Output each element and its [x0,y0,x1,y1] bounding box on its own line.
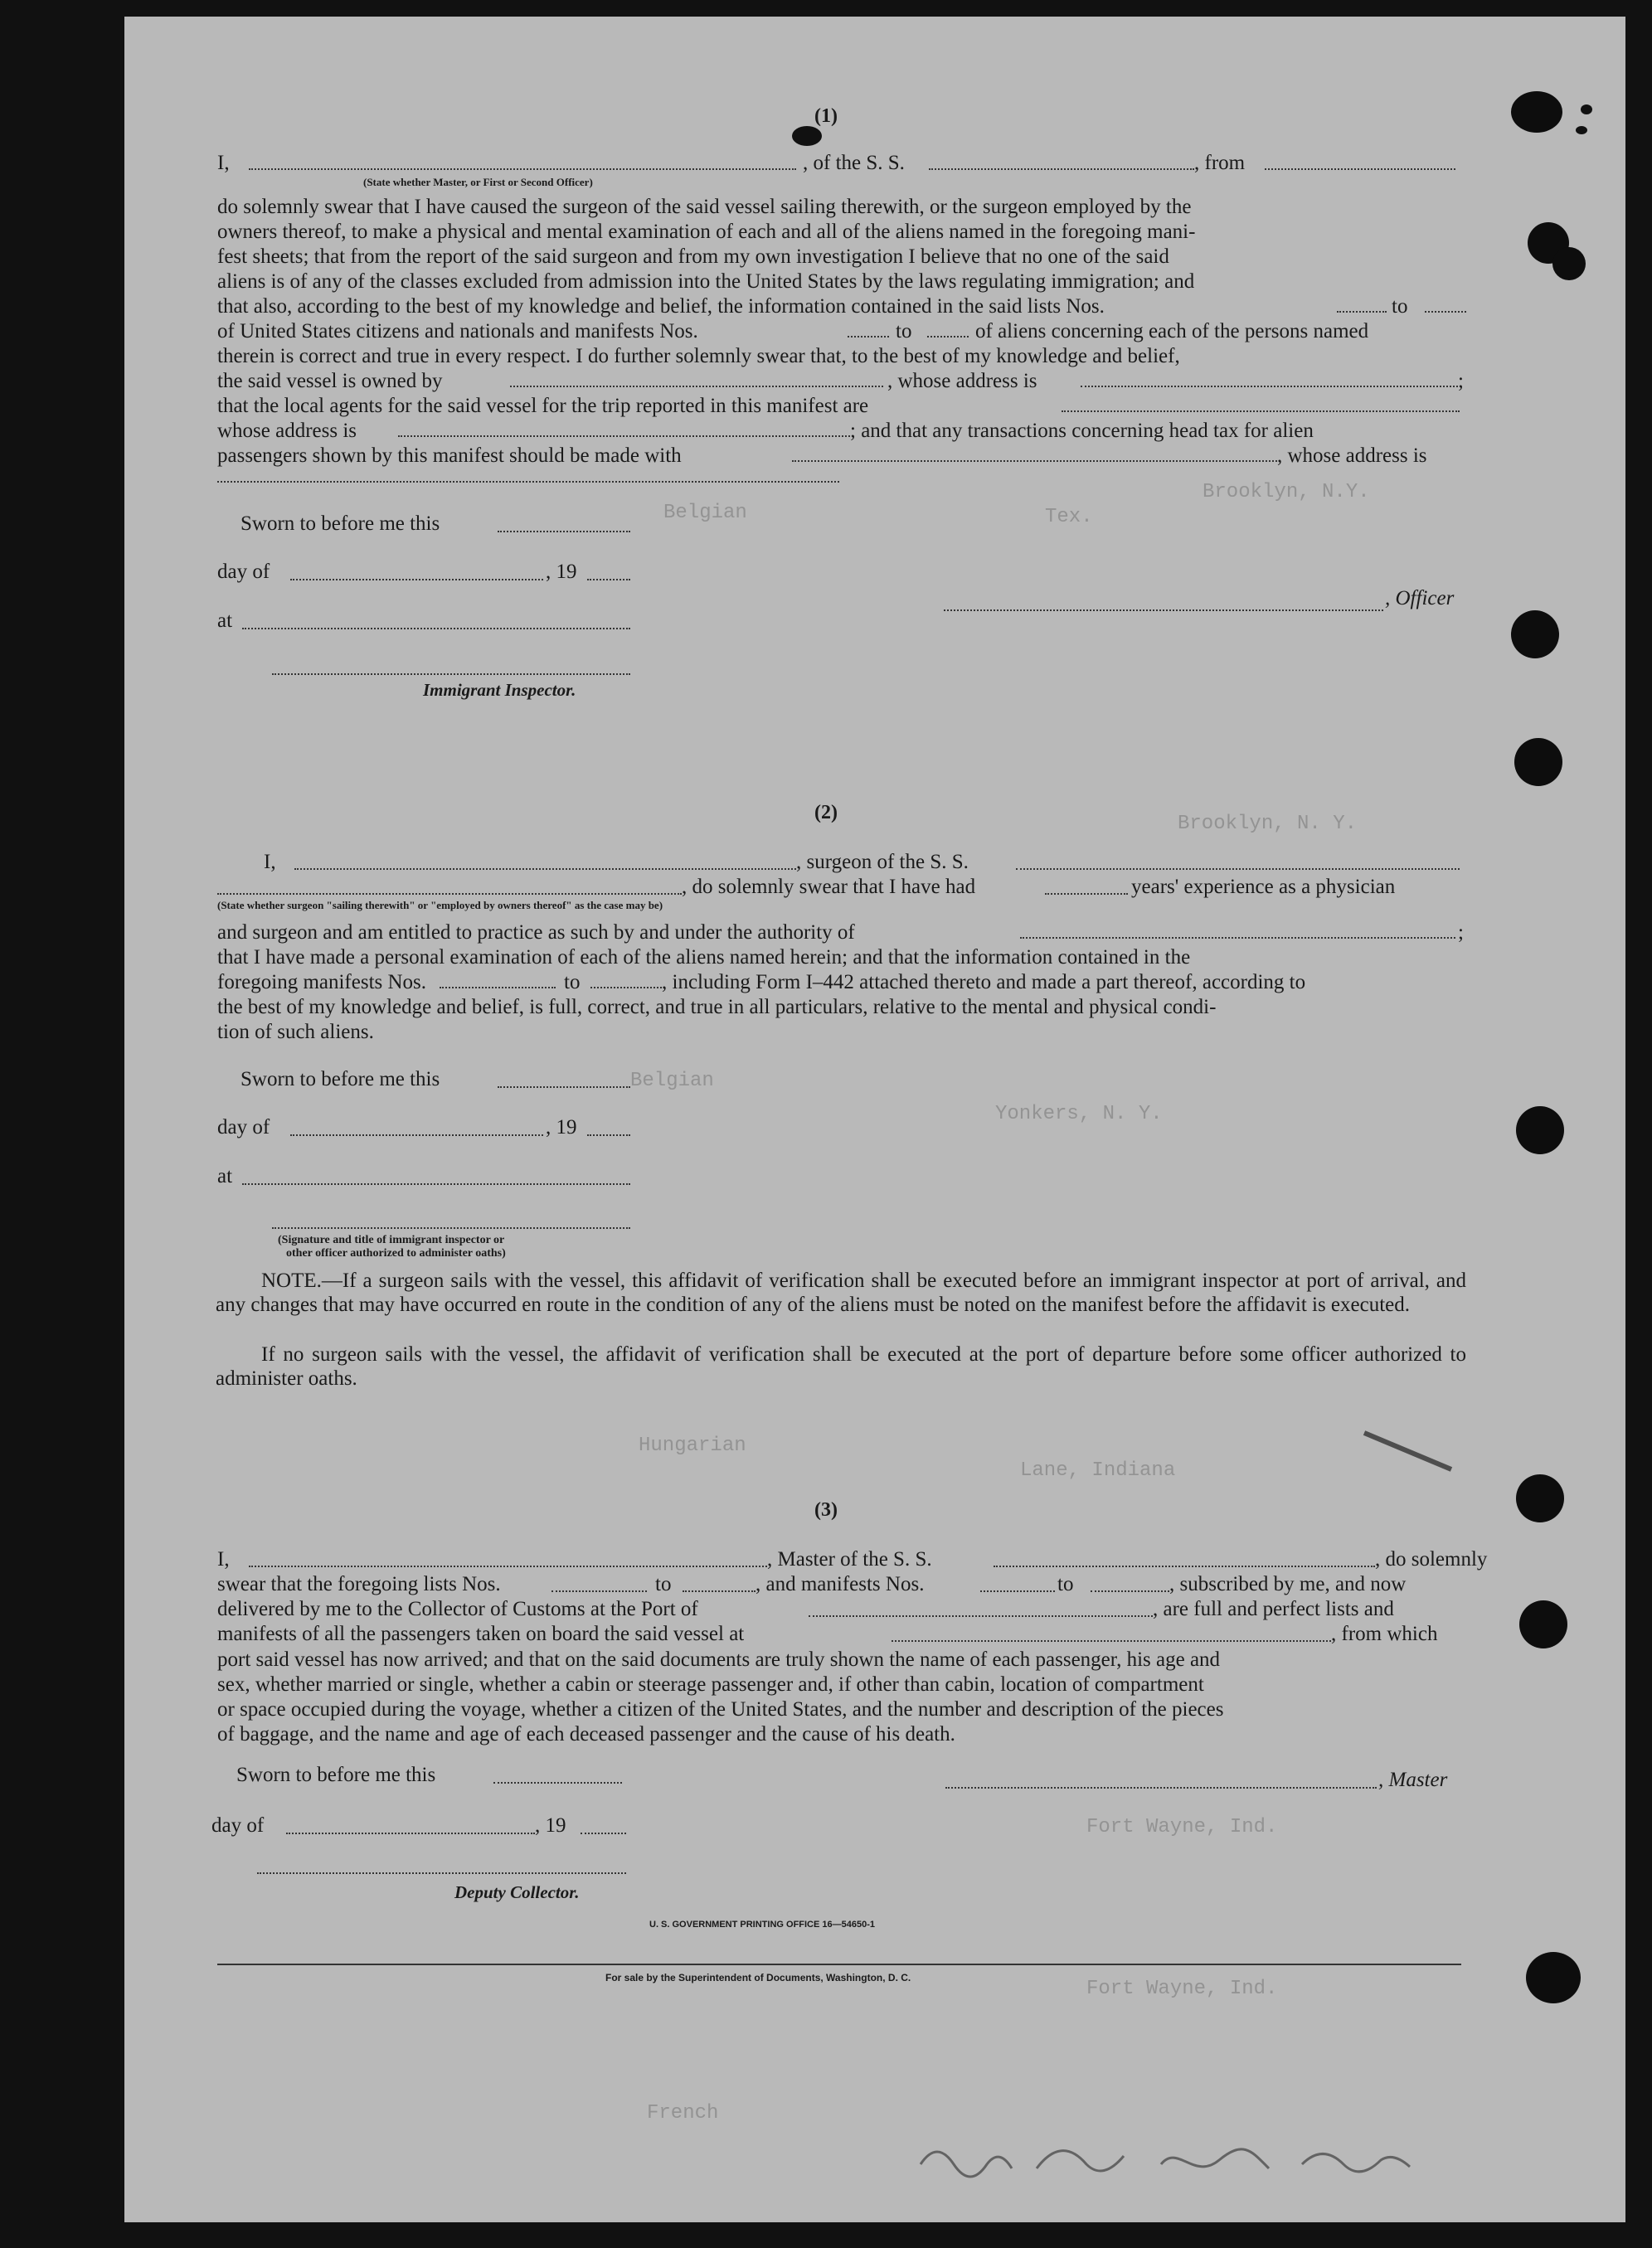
s3-full-perfect: , are full and perfect lists and [1153,1598,1394,1620]
s3-line-3: delivered by me to the Collector of Customs at the Port of [217,1598,698,1620]
s1-line-3: fest sheets; that from the report of the said surgeon and from my own investigation I believe that no one of the said [217,245,1169,268]
s1-year-blank [587,579,630,580]
s2-line-3: foregoing manifests Nos. [217,971,427,993]
s2-note-paragraph [216,1269,1466,1317]
s3-board-port-blank [892,1640,1331,1642]
s3-year-blank [581,1833,626,1834]
s1-manifests-from-blank [848,336,889,337]
handwritten-signature [912,2131,1493,2189]
s2-swear-had: , do solemnly swear that I have had [682,876,976,898]
s2-i: I, [264,851,276,873]
s2-sworn-blank [498,1086,630,1088]
s3-line-5: port said vessel has now arrived; and that on the said documents are truly shown the name of each passenger, his age and [217,1648,1221,1671]
s1-line-4: aliens is of any of the classes excluded from admission into the United States by the laws regulating immigration; and [217,270,1195,293]
s1-line-9: that the local agents for the said vessel for the trip reported in this manifest are [217,395,869,417]
s2-manifests-to-blank [590,987,662,988]
section-2-number: (2) [814,802,838,823]
s1-head-tax: ; and that any transactions concerning head tax for alien [850,420,1314,442]
bleed-through: Belgian [630,1070,714,1092]
s3-sworn: Sworn to before me this [236,1764,436,1786]
s2-line-2: that I have made a personal examination of each of the aliens named herein; and that the information contained in the [217,946,1191,969]
s2-years: years' experience as a physician [1131,876,1396,898]
s2-sig-note-1: (Signature and title of immigrant inspector or [278,1234,505,1246]
s2-line-5: tion of such aliens. [217,1021,374,1043]
s1-lists-to-blank [1425,311,1466,313]
bleed-through: Fort Wayne, Ind. [1086,1978,1278,2000]
bleed-through: Hungarian [639,1435,746,1457]
s1-lists-from-blank [1337,311,1387,313]
s1-inspector-sig-blank [272,673,630,675]
bleed-through: Yonkers, N. Y. [995,1103,1163,1125]
s1-sworn-blank [498,531,630,532]
s1-whose-address: , whose address is [887,370,1037,392]
s2-including: , including Form I–442 attached thereto and made a part thereof, according to [662,971,1306,993]
s3-lists-to-blank [683,1590,756,1592]
s3-line-7: or space occupied during the voyage, whether a citizen of the United States, and the number and description of the pieces [217,1698,1224,1721]
s2-at-blank [242,1183,630,1185]
footer-rule [217,1964,1461,1965]
s2-day-blank [290,1134,543,1136]
bleed-through: Fort Wayne, Ind. [1086,1816,1278,1838]
bleed-through: Lane, Indiana [1020,1459,1176,1482]
s1-officer-sig-blank [944,609,1383,611]
s1-head-tax-blank [792,460,1277,462]
s3-day-of: day of [211,1814,265,1837]
bleed-through: Tex. [1045,506,1093,528]
s1-owner-address-blank [1081,386,1458,387]
bleed-through: Brooklyn, N. Y. [1178,813,1358,835]
s3-do-solemnly: , do solemnly [1375,1548,1488,1571]
s3-line-4: manifests of all the passengers taken on board the said vessel at [217,1623,745,1645]
s2-note-text-2: If no surgeon sails with the vessel, the affidavit of verification shall be executed at the port of departure before some officer authorized to administer oaths. [216,1343,1466,1390]
s2-ship-blank [1016,868,1460,870]
section-3-number: (3) [814,1499,838,1521]
s3-subscribed: , subscribed by me, and now [1169,1573,1407,1595]
s2-day-of: day of [217,1116,270,1139]
s3-i: I, [217,1548,230,1571]
s1-officer-label: , Officer [1385,587,1455,609]
s1-agents-blank [1062,410,1460,412]
punch-hole [1526,1952,1581,2003]
gpo-imprint: U. S. GOVERNMENT PRINTING OFFICE 16—54650-1 [649,1920,876,1930]
s2-surgeon-of: , surgeon of the S. S. [796,851,969,873]
s2-year-blank [587,1134,630,1136]
s2-authority-blank [1020,937,1455,939]
bleed-through: Brooklyn, N.Y. [1203,481,1370,503]
s2-surgeon-name-blank [294,868,796,870]
s1-line-1: do solemnly swear that I have caused the surgeon of the said vessel sailing therewith, or the surgeon employed by the [217,196,1192,218]
s1-day-blank [290,579,543,580]
s3-line-2: swear that the foregoing lists Nos. [217,1573,501,1595]
s3-port-blank [809,1615,1153,1617]
s3-line-6: sex, whether married or single, whether a cabin or steerage passenger and, if other than cabin, location of compartment [217,1673,1204,1696]
s2-sig-note-2: other officer authorized to administer oaths) [286,1247,506,1260]
ink-blot [792,126,822,146]
s2-years-blank [1045,893,1128,895]
s2-surgeon-note: (State whether surgeon "sailing therewith" or "employed by owners thereof" as the case may be) [217,899,663,911]
s3-master-of: , Master of the S. S. [767,1548,932,1571]
punch-hole [1514,738,1562,786]
s3-master-label: , Master [1378,1769,1448,1791]
s1-to-1: to [1392,295,1408,318]
s1-semicolon: ; [1458,370,1464,392]
s3-deputy-label: Deputy Collector. [454,1882,580,1902]
s2-at: at [217,1165,233,1187]
s1-officer-blank [249,168,796,170]
s2-sig-blank [272,1227,630,1229]
sale-notice: For sale by the Superintendent of Documents, Washington, D. C. [605,1972,911,1983]
s3-master-sig-blank [945,1787,1377,1789]
s3-master-name-blank [249,1566,767,1567]
s1-at: at [217,609,233,632]
s1-line-8: the said vessel is owned by [217,370,443,392]
s3-manifests-to-blank [1091,1590,1169,1592]
s2-line-1: and surgeon and am entitled to practice as such by and under the authority of [217,921,855,944]
s2-to: to [564,971,581,993]
s1-inspector-label: Immigrant Inspector. [423,680,576,700]
s3-line-8: of baggage, and the name and age of each deceased passenger and the cause of his death. [217,1723,955,1745]
s3-manifests-from-blank [980,1590,1055,1592]
s3-and-manifests: , and manifests Nos. [756,1573,925,1595]
s3-ship-blank [994,1566,1375,1567]
s1-i: I, [217,152,230,174]
bleed-through: French [647,2102,719,2124]
s1-line-5: that also, according to the best of my knowledge and belief, the information contained in the said lists Nos. [217,295,1105,318]
s2-note-text-1: —If a surgeon sails with the vessel, this affidavit of verification shall be executed before an immigrant inspector at port of arrival, and any changes that may have occurred en route in the condition of any of the aliens must be noted on the manifest before the affidavit is executed. [216,1270,1466,1316]
s2-semicolon: ; [1458,921,1464,944]
s1-agents-address-blank [398,435,850,437]
pen-stroke [1360,1426,1460,1476]
s1-from-blank [1265,168,1455,170]
s3-to-1: to [655,1573,672,1595]
s1-from: , from [1194,152,1246,174]
s1-ship-blank [929,168,1194,170]
punch-hole [1552,247,1586,280]
s1-aliens-concerning: of aliens concerning each of the persons named [975,320,1369,342]
s3-deputy-sig-blank [257,1872,626,1874]
s1-line-10: whose address is [217,420,357,442]
s3-day-blank [286,1833,535,1834]
s2-manifests-from-blank [440,987,556,988]
s1-line-7: therein is correct and true in every respect. I do further solemnly swear that, to the best of my knowledge and belief, [217,345,1180,367]
section-1-number: (1) [814,105,838,127]
s1-at-blank [242,628,630,629]
s1-line-2: owners thereof, to make a physical and mental examination of each and all of the aliens named in the foregoing mani- [217,221,1196,243]
s1-manifests-to-blank [927,336,969,337]
s1-to-2: to [896,320,912,342]
punch-hole [1516,1106,1564,1154]
punch-hole [1519,1600,1567,1648]
s2-nineteen: , 19 [546,1116,577,1139]
s2-sailing-blank [217,893,682,895]
s1-owner-blank [510,386,883,387]
s3-from-which: , from which [1331,1623,1438,1645]
s1-line-6: of United States citizens and nationals and manifests Nos. [217,320,698,342]
s2-sworn: Sworn to before me this [241,1068,440,1090]
s1-whose-address-end: , whose address is [1277,444,1427,467]
bleed-through: Belgian [663,502,747,524]
s1-officer-note: (State whether Master, or First or Second Officer) [363,176,593,188]
s3-nineteen: , 19 [535,1814,566,1837]
s1-sworn: Sworn to before me this [241,512,440,535]
s3-to-2: to [1057,1573,1074,1595]
s1-day-of: day of [217,561,270,583]
s3-sworn-blank [493,1782,622,1784]
punch-hole [1511,610,1559,658]
s2-line-4: the best of my knowledge and belief, is full, correct, and true in all particulars, relative to the mental and physical condi- [217,996,1217,1018]
s1-of-ss: , of the S. S. [803,152,905,174]
s1-line-11: passengers shown by this manifest should be made with [217,444,682,467]
s1-nineteen: , 19 [546,561,577,583]
s3-lists-from-blank [551,1590,647,1592]
s1-head-tax-address-blank [217,481,839,483]
s2-note-label: NOTE. [261,1270,322,1292]
